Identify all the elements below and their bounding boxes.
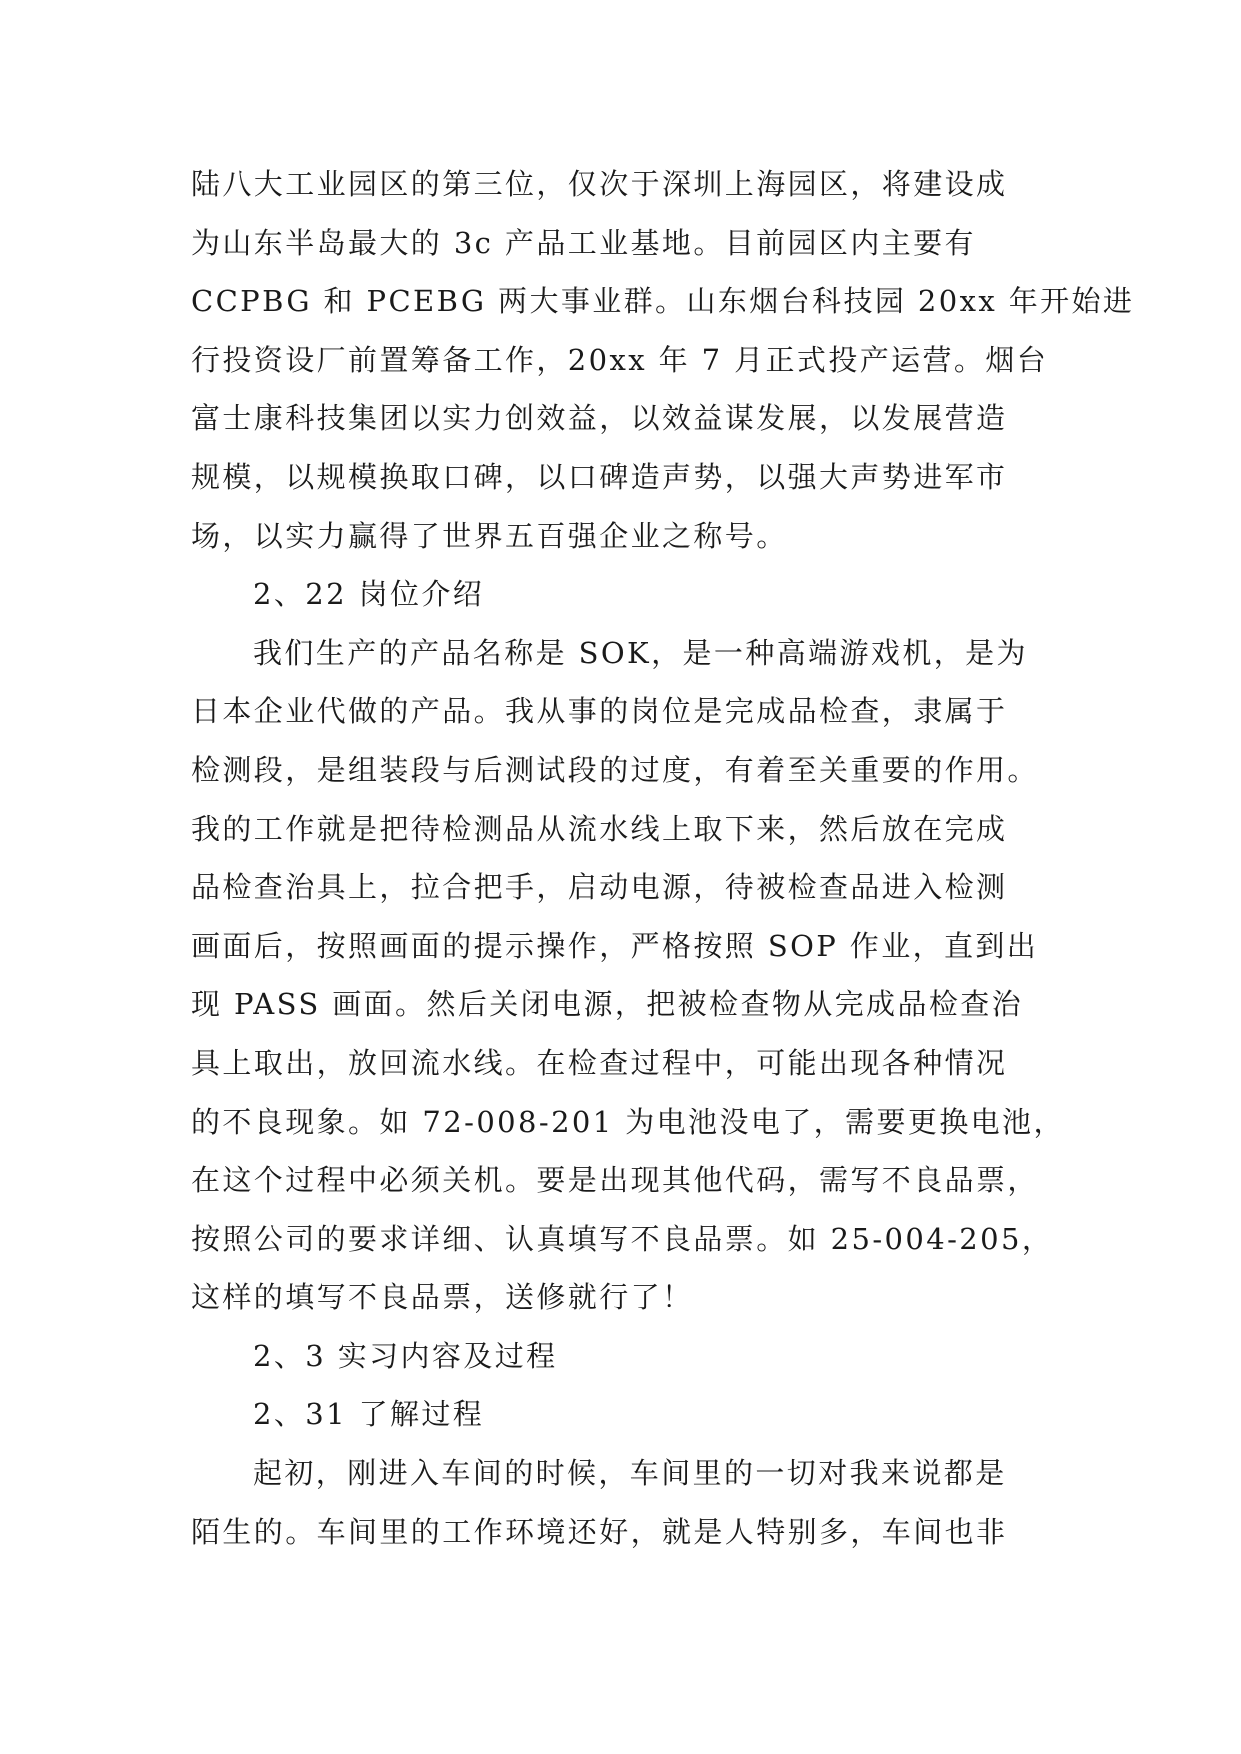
paragraph-line: 的不良现象。如 72-008-201 为电池没电了，需要更换电池，	[191, 1104, 1065, 1139]
section-heading: 2、3 实习内容及过程	[253, 1338, 558, 1373]
paragraph-line: 起初，刚进入车间的时候，车间里的一切对我来说都是	[253, 1456, 1007, 1491]
paragraph-line: 我的工作就是把待检测品从流水线上取下来，然后放在完成	[191, 811, 1008, 846]
paragraph-line: 我们生产的产品名称是 SOK，是一种高端游戏机，是为	[253, 635, 1028, 670]
paragraph-line: 陌生的。车间里的工作环境还好，就是人特别多，车间也非	[191, 1514, 1008, 1549]
paragraph-line: 画面后，按照画面的提示操作，严格按照 SOP 作业，直到出	[191, 928, 1039, 963]
paragraph-line: 陆八大工业园区的第三位，仅次于深圳上海园区，将建设成	[191, 167, 1008, 201]
paragraph-line: 按照公司的要求详细、认真填写不良品票。如 25-004-205，	[191, 1221, 1054, 1256]
paragraph-line: 在这个过程中必须关机。要是出现其他代码，需写不良品票，	[191, 1163, 1039, 1198]
section-heading: 2、22 岗位介绍	[253, 577, 485, 612]
paragraph-line: 场，以实力赢得了世界五百强企业之称号。	[191, 518, 788, 553]
paragraph-line: 日本企业代做的产品。我从事的岗位是完成品检查，隶属于	[191, 694, 1008, 729]
document-body	[191, 155, 1135, 1561]
paragraph-line: 为山东半岛最大的 3c 产品工业基地。目前园区内主要有	[191, 225, 976, 260]
paragraph-line: CCPBG 和 PCEBG 两大事业群。山东烟台科技园 20xx 年开始进	[191, 284, 1135, 319]
paragraph-line: 富士康科技集团以实力创效益，以效益谋发展，以发展营造	[191, 401, 1008, 436]
paragraph-line: 现 PASS 画面。然后关闭电源，把被检查物从完成品检查治	[191, 987, 1024, 1022]
paragraph-line: 品检查治具上，拉合把手，启动电源，待被检查品进入检测	[191, 870, 1008, 905]
paragraph-line: 具上取出，放回流水线。在检查过程中，可能出现各种情况	[191, 1045, 1008, 1080]
paragraph-line: 规模，以规模换取口碑，以口碑造声势，以强大声势进军市	[191, 459, 1008, 494]
paragraph-line: 检测段，是组装段与后测试段的过度，有着至关重要的作用。	[191, 752, 1039, 787]
paragraph-line: 这样的填写不良品票，送修就行了！	[191, 1280, 694, 1315]
section-heading: 2、31 了解过程	[253, 1397, 485, 1432]
paragraph-line: 行投资设厂前置筹备工作，20xx 年 7 月正式投产运营。烟台	[191, 342, 1049, 377]
